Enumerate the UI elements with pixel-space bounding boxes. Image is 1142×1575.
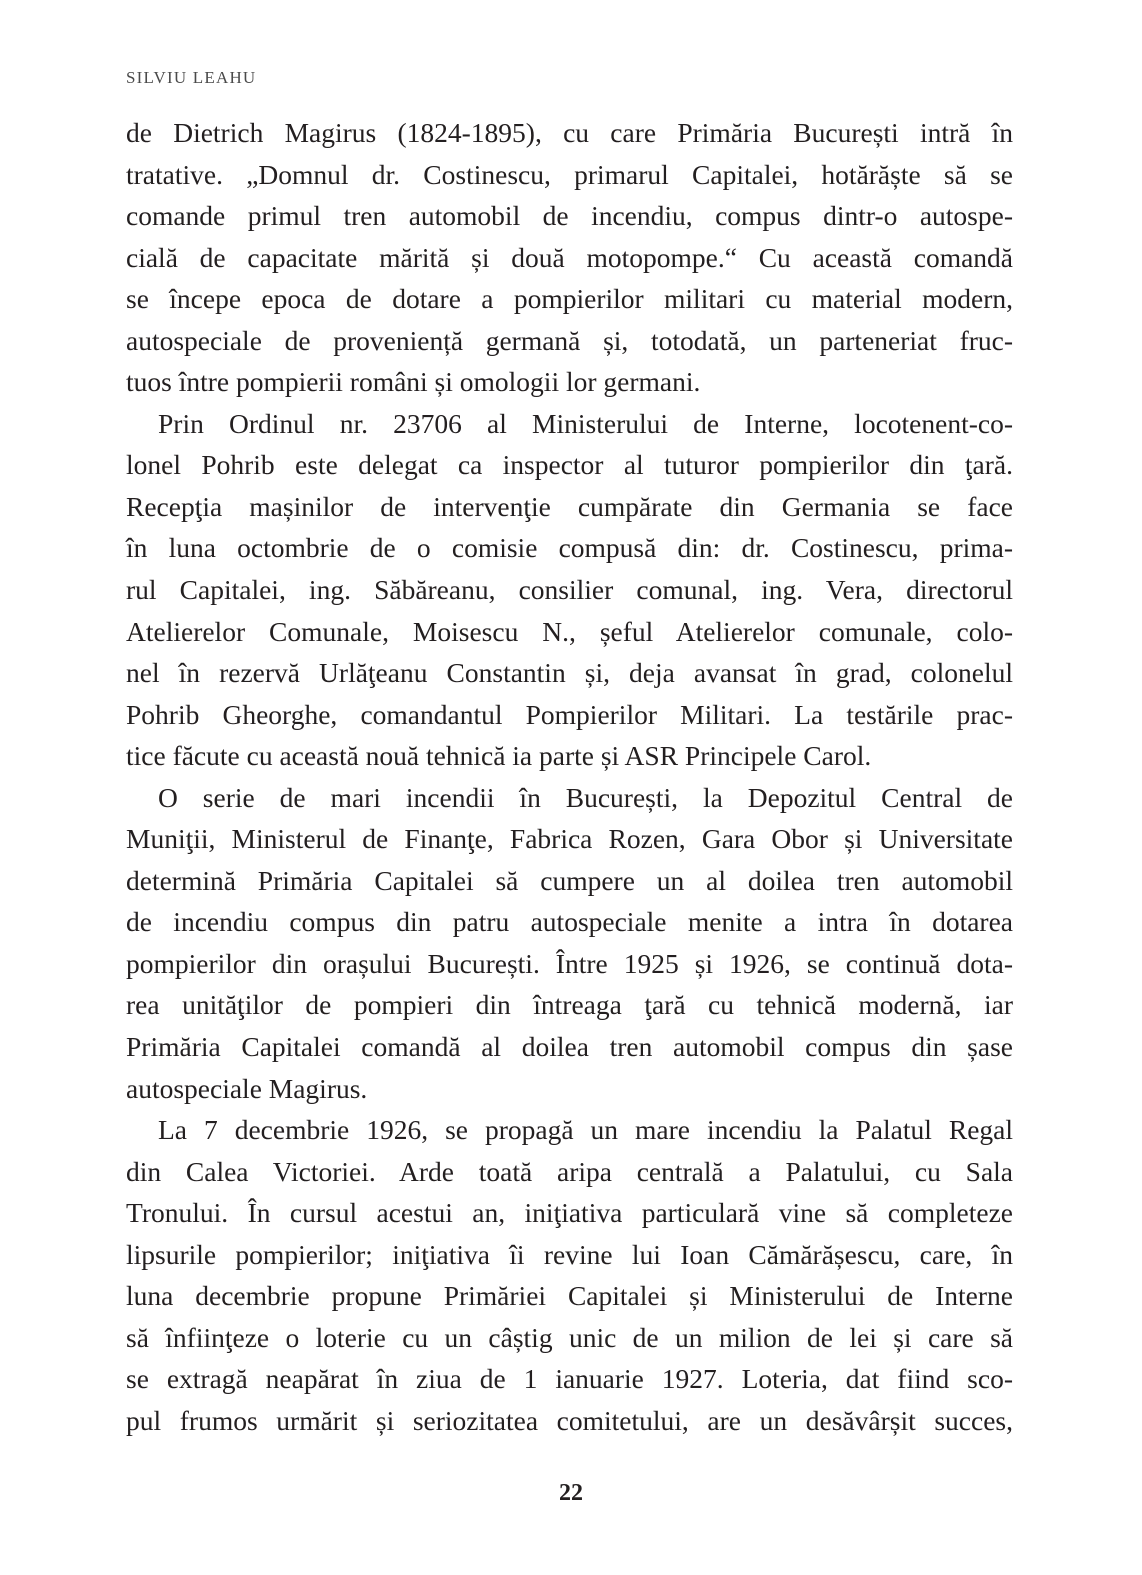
running-head-author: SILVIU LEAHU (126, 68, 257, 87)
text-line: Prin Ordinul nr. 23706 al Ministerului de Interne, locotenent-co- (158, 407, 1013, 439)
paragraph (126, 777, 1013, 1109)
text-line: Muniţii, Ministerul de Finanţe, Fabrica Rozen, Gara Obor și Universitate (126, 823, 1013, 855)
text-line: se începe epoca de dotare a pompierilor militari cu material modern, (126, 283, 1013, 315)
text-line: nel în rezervă Urlăţeanu Constantin și, deja avansat în grad, colonelul (126, 657, 1013, 689)
text-line: O serie de mari incendii în București, la Depozitul Central de (158, 781, 1013, 813)
text-line: Recepţia mașinilor de intervenţie cumpărate din Germania se face (126, 490, 1013, 522)
text-line: autospeciale Magirus. (126, 1072, 368, 1104)
text-line: tice făcute cu această nouă tehnică ia parte și ASR Principele Carol. (126, 740, 872, 772)
paragraph (126, 403, 1013, 777)
text-line: luna decembrie propune Primăriei Capitalei și Ministerului de Interne (126, 1280, 1013, 1312)
text-line: tuos între pompierii români și omologii lor germani. (126, 366, 701, 398)
body-text (126, 112, 1013, 1442)
text-line: Primăria Capitalei comandă al doilea tren automobil compus din șase (126, 1031, 1013, 1063)
text-line: lipsurile pompierilor; iniţiativa îi revine lui Ioan Cămărășescu, care, în (126, 1238, 1013, 1270)
text-line: tratative. „Domnul dr. Costinescu, primarul Capitalei, hotărăște să se (126, 158, 1013, 190)
text-line: comande primul tren automobil de incendiu, compus dintr-o autospe- (126, 200, 1013, 232)
text-line: determină Primăria Capitalei să cumpere un al doilea tren automobil (126, 864, 1013, 896)
text-line: rul Capitalei, ing. Săbăreanu, consilier comunal, ing. Vera, directorul (126, 574, 1013, 606)
text-line: Atelierelor Comunale, Moisescu N., șeful Atelierelor comunale, colo- (126, 615, 1013, 647)
text-line: Tronului. În cursul acestui an, iniţiativa particulară vine să completeze (126, 1197, 1013, 1229)
text-line: de incendiu compus din patru autospeciale menite a intra în dotarea (126, 906, 1013, 938)
paragraph (126, 1109, 1013, 1441)
text-line: pompierilor din orașului București. Între 1925 și 1926, se continuă dota- (126, 947, 1013, 979)
paragraph (126, 112, 1013, 403)
text-line: să înfiinţeze o loterie cu un câștig unic de un milion de lei și care să (126, 1321, 1013, 1353)
text-line: din Calea Victoriei. Arde toată aripa centrală a Palatului, cu Sala (126, 1155, 1013, 1187)
text-line: La 7 decembrie 1926, se propagă un mare incendiu la Palatul Regal (158, 1114, 1013, 1146)
text-line: lonel Pohrib este delegat ca inspector al tuturor pompierilor din ţară. (126, 449, 1013, 481)
text-line: în luna octombrie de o comisie compusă din: dr. Costinescu, prima- (126, 532, 1013, 564)
text-line: se extragă neapărat în ziua de 1 ianuarie 1927. Loteria, dat fiind sco- (126, 1363, 1013, 1395)
text-line: cială de capacitate mărită și două motopompe.“ Cu această comandă (126, 241, 1013, 273)
page-number: 22 (559, 1480, 583, 1506)
text-line: pul frumos urmărit și seriozitatea comitetului, are un desăvârșit succes, (126, 1404, 1013, 1436)
text-line: de Dietrich Magirus (1824-1895), cu care Primăria București intră în (126, 117, 1013, 148)
text-line: rea unităţilor de pompieri din întreaga ţară cu tehnică modernă, iar (126, 989, 1013, 1021)
text-line: Pohrib Gheorghe, comandantul Pompierilor Militari. La testările prac- (126, 698, 1013, 730)
text-line: autospeciale de proveniență germană și, totodată, un parteneriat fruc- (126, 324, 1013, 356)
